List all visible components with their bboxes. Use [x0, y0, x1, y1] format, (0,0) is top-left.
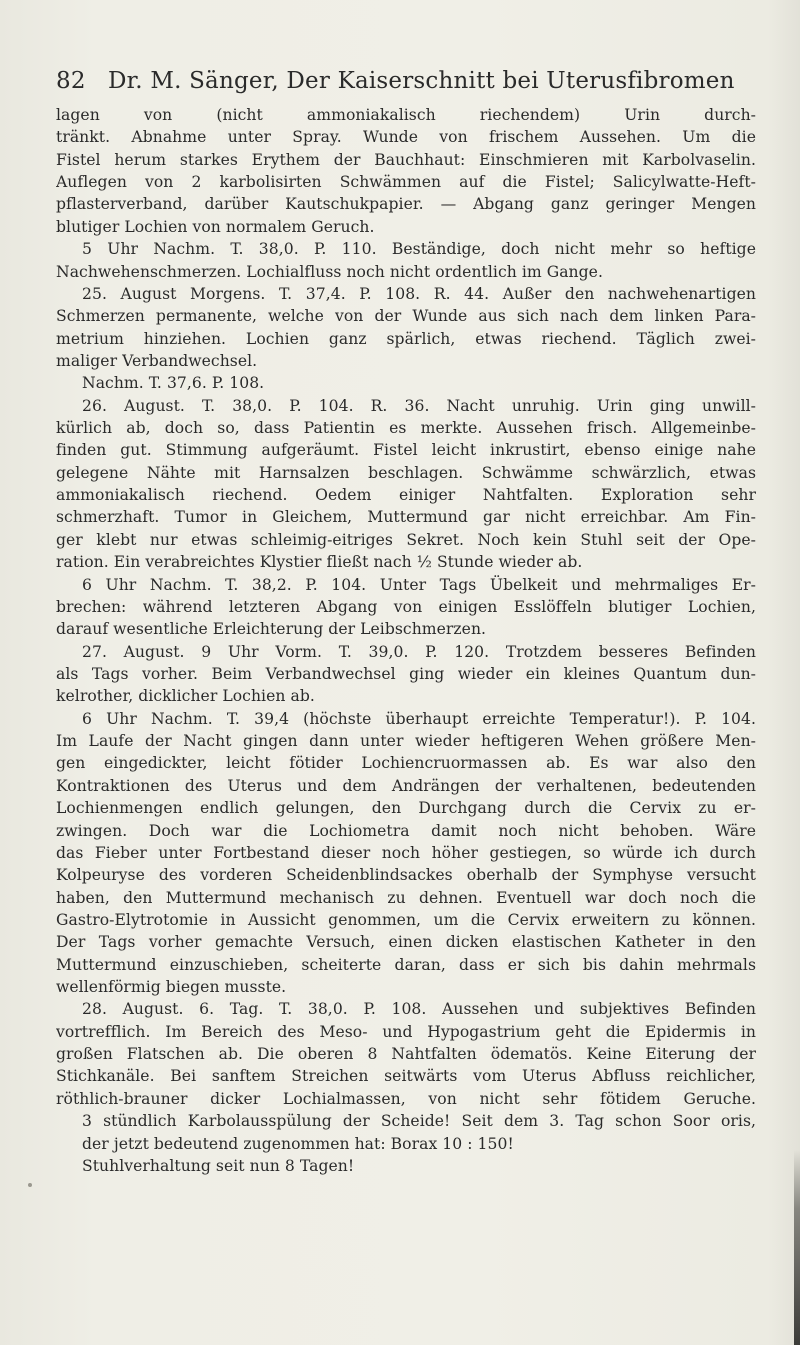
text-line: zwingen. Doch war die Lochiometra damit noch nicht behoben. Wäre: [56, 821, 756, 840]
text-line: das Fieber unter Fortbestand dieser noch höher gestiegen, so würde ich durch: [56, 843, 756, 862]
text-line: maliger Verbandwechsel.: [56, 351, 258, 370]
text-line: 27. August. 9 Uhr Vorm. T. 39,0. P. 120. Trotzdem besseres Befinden: [82, 642, 756, 661]
text-line: Fistel herum starkes Erythem der Bauchhaut: Einschmieren mit Karbolvaselin.: [56, 150, 756, 169]
text-line: 26. August. T. 38,0. P. 104. R. 36. Nacht unruhig. Urin ging unwill-: [82, 396, 756, 415]
text-line: haben, den Muttermund mechanisch zu dehnen. Eventuell war doch noch die: [56, 888, 756, 907]
text-line: als Tags vorher. Beim Verbandwechsel ging wieder ein kleines Quantum dun-: [56, 664, 756, 683]
running-header: [56, 68, 756, 102]
text-line: ration. Ein verabreichtes Klystier fließt nach ½ Stunde wieder ab.: [56, 553, 583, 572]
text-line: lagen von (nicht ammoniakalisch riechendem) Urin durch-: [56, 106, 756, 124]
text-line: 5 Uhr Nachm. T. 38,0. P. 110. Beständige, doch nicht mehr so heftige: [82, 240, 756, 259]
text-line: Kolpeuryse des vorderen Scheidenblindsackes oberhalb der Symphyse versucht: [56, 866, 756, 885]
page-number: 82: [56, 68, 86, 94]
text-line: blutiger Lochien von normalem Geruch.: [56, 217, 375, 236]
text-line: Stichkanäle. Bei sanftem Streichen seitwärts vom Uterus Abfluss reichlicher,: [56, 1067, 756, 1086]
running-title: Dr. M. Sänger, Der Kaiserschnitt bei Uterusfibromen: [108, 68, 735, 94]
text-line: großen Flatschen ab. Die oberen 8 Nahtfalten ödematös. Keine Eiterung der: [56, 1045, 756, 1064]
text-line: 6 Uhr Nachm. T. 38,2. P. 104. Unter Tags Übelkeit und mehrmaliges Er-: [82, 575, 756, 594]
text-line: Stuhlverhaltung seit nun 8 Tagen!: [82, 1156, 355, 1175]
text-line: Nachm. T. 37,6. P. 108.: [82, 374, 265, 393]
text-line: Im Laufe der Nacht gingen dann unter wieder heftigeren Wehen größere Men-: [56, 732, 756, 751]
text-line: darauf wesentliche Erleichterung der Leibschmerzen.: [56, 620, 487, 639]
page-edge-shadow: [794, 1150, 800, 1345]
text-line: schmerzhaft. Tumor in Gleichem, Muttermund gar nicht erreichbar. Am Fin-: [56, 508, 756, 527]
text-line: der jetzt bedeutend zugenommen hat: Borax 10 : 150!: [82, 1134, 514, 1153]
text-line: Der Tags vorher gemachte Versuch, einen dicken elastischen Katheter in den: [56, 933, 756, 952]
text-line: 25. August Morgens. T. 37,4. P. 108. R. 44. Außer den nachwehenartigen: [82, 284, 756, 303]
text-line: pflasterverband, darüber Kautschukpapier. — Abgang ganz geringer Mengen: [56, 195, 756, 214]
paper-speck: [28, 1183, 32, 1187]
text-line: finden gut. Stimmung aufgeräumt. Fistel leicht inkrustirt, ebenso einige nahe: [56, 441, 756, 460]
text-line: 28. August. 6. Tag. T. 38,0. P. 108. Aussehen und subjektives Befinden: [82, 1000, 756, 1019]
text-line: Kontraktionen des Uterus und dem Andrängen der verhaltenen, bedeutenden: [56, 776, 756, 795]
text-line: Gastro-Elytrotomie in Aussicht genommen, um die Cervix erweitern zu können.: [56, 910, 756, 929]
text-line: Lochienmengen endlich gelungen, den Durchgang durch die Cervix zu er-: [56, 799, 756, 818]
text-line: metrium hinziehen. Lochien ganz spärlich, etwas riechend. Täglich zwei-: [56, 329, 756, 348]
text-line: Auflegen von 2 karbolisirten Schwämmen auf die Fistel; Salicylwatte-Heft-: [56, 173, 756, 192]
text-line: gen eingedickter, leicht fötider Lochiencruormassen ab. Es war also den: [56, 754, 756, 773]
text-line: kelrother, dicklicher Lochien ab.: [56, 687, 315, 706]
text-line: brechen: während letzteren Abgang von einigen Esslöffeln blutiger Lochien,: [56, 597, 756, 616]
body-text: [56, 104, 756, 1177]
text-line: röthlich-brauner dicker Lochialmassen, von nicht sehr fötidem Geruche.: [56, 1089, 756, 1108]
text-line: ger klebt nur etwas schleimig-eitriges Sekret. Noch kein Stuhl seit der Ope-: [56, 530, 756, 549]
text-line: kürlich ab, doch so, dass Patientin es merkte. Aussehen frisch. Allgemeinbe-: [56, 419, 756, 438]
text-line: 3 stündlich Karbolausspülung der Scheide! Seit dem 3. Tag schon Soor oris,: [82, 1112, 756, 1131]
text-line: gelegene Nähte mit Harnsalzen beschlagen. Schwämme schwärzlich, etwas: [56, 463, 756, 482]
text-line: Nachwehenschmerzen. Lochialfluss noch nicht ordentlich im Gange.: [56, 262, 603, 281]
text-line: wellenförmig biegen musste.: [56, 978, 287, 997]
text-line: Schmerzen permanente, welche von der Wunde aus sich nach dem linken Para-: [56, 307, 756, 326]
text-line: vortrefflich. Im Bereich des Meso- und Hypogastrium geht die Epidermis in: [56, 1022, 756, 1041]
text-line: ammoniakalisch riechend. Oedem einiger Nahtfalten. Exploration sehr: [56, 486, 756, 505]
text-line: 6 Uhr Nachm. T. 39,4 (höchste überhaupt erreichte Temperatur!). P. 104.: [82, 709, 756, 728]
text-line: Muttermund einzuschieben, scheiterte daran, dass er sich bis dahin mehrmals: [56, 955, 756, 974]
text-line: tränkt. Abnahme unter Spray. Wunde von frischem Aussehen. Um die: [56, 128, 756, 147]
